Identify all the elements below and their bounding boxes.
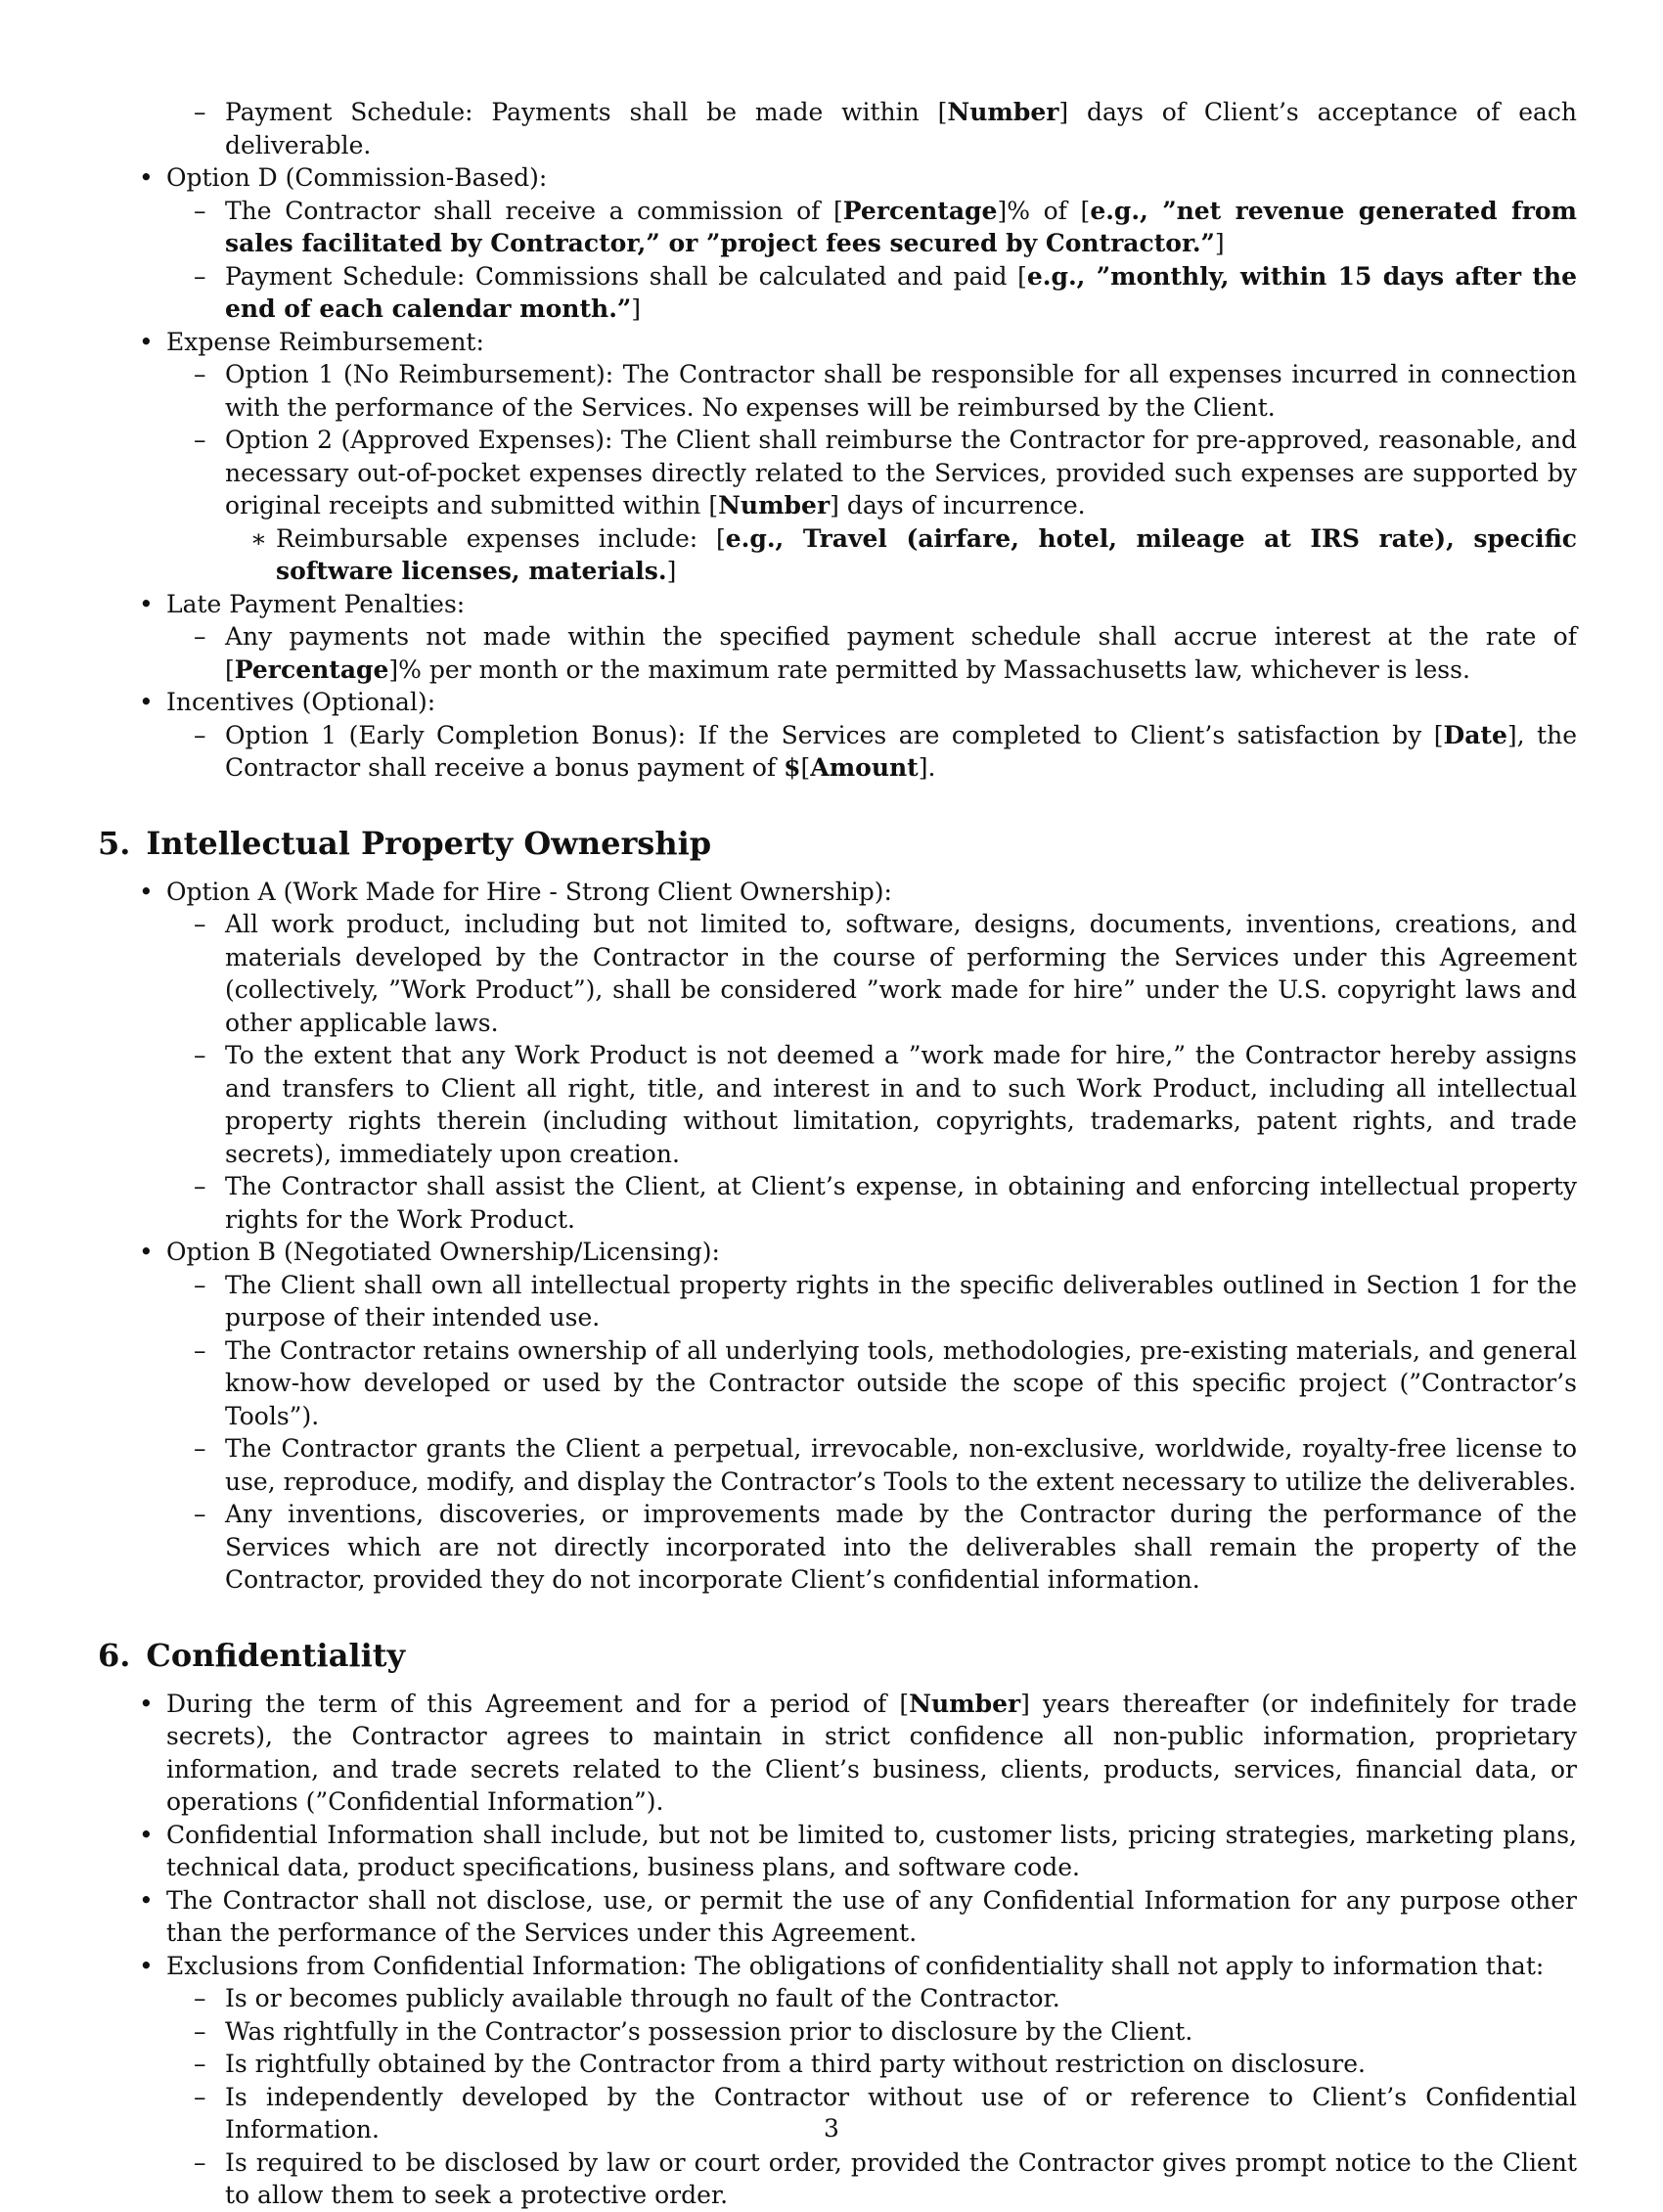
list-item: – The Contractor shall assist the Client, at Client’s expense, in obtaining and enforcing intellectual property rights for the Work Product.: [166, 1170, 1577, 1236]
list-item: – All work product, including but not limited to, software, designs, documents, inventions, creations, and materials developed by the Contractor in the course of performing the Services under this Agreement (collectively, ”Work Product”), shall be considered ”work made for hire” under the U.S. copyright laws and other applicable laws.: [166, 908, 1577, 1039]
document-page: [98, 96, 1577, 2212]
exclusions-item: [98, 1950, 1577, 2212]
reimbursable-item: ∗ Reimbursable expenses include: [e.g., Travel (airfare, hotel, mileage at IRS rate), specific software licenses, materials.]: [225, 522, 1577, 588]
option-d-item: [98, 161, 1577, 326]
late-payment-subitems: [166, 620, 1577, 686]
option-d-label: Option D (Commission-Based):: [166, 163, 548, 192]
nondisclosure-item: • The Contractor shall not disclose, use, or permit the use of any Confidential Information for any purpose other than the performance of the Services under this Agreement.: [98, 1884, 1577, 1950]
list-item: – Any inventions, discoveries, or improvements made by the Contractor during the performance of the Services which are not directly incorporated into the deliverables shall remain the property of the Contractor, provided they do not incorporate Client’s confidential information.: [166, 1498, 1577, 1597]
list-item: – Was rightfully in the Contractor’s possession prior to disclosure by the Client.: [166, 2015, 1577, 2049]
expense-item: [98, 326, 1577, 588]
commission-schedule-item: – Payment Schedule: Commissions shall be calculated and paid [e.g., ”monthly, within 15 days after the end of each calendar month.”]: [166, 260, 1577, 326]
payment-bullets: [98, 161, 1577, 785]
confidentiality-term-item: • During the term of this Agreement and for a period of [Number] years thereafter (or indefinitely for trade secrets), the Contractor agrees to maintain in strict confidence all non-public information, proprietary information, and trade secrets related to the Client’s business, clients, products, services, financial data, or operations (”Confidential Information”).: [98, 1688, 1577, 1819]
late-payment-text: – Any payments not made within the specified payment schedule shall accrue interest at the rate of [Percentage]% per month or the maximum rate permitted by Massachusetts law, whichever is less.: [166, 620, 1577, 686]
reimbursable-list: [225, 522, 1577, 588]
late-payment-item: [98, 588, 1577, 687]
ip-option-a: [98, 876, 1577, 1237]
expense-option-1: – Option 1 (No Reimbursement): The Contractor shall be responsible for all expenses incurred in connection with the performance of the Services. No expenses will be reimbursed by the Client.: [166, 358, 1577, 424]
ip-option-a-items: [166, 908, 1577, 1236]
payment-schedule-item: – Payment Schedule: Payments shall be made within [Number] days of Client’s acceptance of each deliverable.: [166, 96, 1577, 161]
list-item: – The Client shall own all intellectual property rights in the specific deliverables outlined in Section 1 for the purpose of their intended use.: [166, 1269, 1577, 1334]
list-item: – Is rightfully obtained by the Contractor from a third party without restriction on disclosure.: [166, 2048, 1577, 2081]
option-d-subitems: [166, 195, 1577, 326]
ip-options-list: [98, 876, 1577, 1597]
option-c-continuation: [98, 96, 1577, 161]
list-item: – The Contractor retains ownership of all underlying tools, methodologies, pre-existing materials, and general know-how developed or used by the Contractor outside the scope of this specific project (”Contractor’s Tools”).: [166, 1334, 1577, 1433]
list-item: – Is or becomes publicly available through no fault of the Contractor.: [166, 1982, 1577, 2015]
ip-option-b: [98, 1236, 1577, 1597]
expense-label: Expense Reimbursement:: [166, 327, 484, 356]
exclusions-subitems: [166, 1982, 1577, 2212]
section-heading-confidentiality: 6. Confidentiality: [98, 1636, 406, 1674]
list-item: – To the extent that any Work Product is not deemed a ”work made for hire,” the Contractor hereby assigns and transfers to Client all right, title, and interest in and to such Work Product, including all intellectual property rights therein (including without limitation, copyrights, trademarks, patent rights, and trade secrets), immediately upon creation.: [166, 1039, 1577, 1170]
confidentiality-definition-item: • Confidential Information shall include, but not be limited to, customer lists, pricing strategies, marketing plans, technical data, product specifications, business plans, and software code.: [98, 1819, 1577, 1884]
list-item: – Is independently developed by the Contractor without use of or reference to Client’s Confidential Information.: [166, 2081, 1577, 2146]
page-number: 3: [824, 2114, 839, 2143]
late-payment-label: Late Payment Penalties:: [166, 589, 466, 618]
exclusions-label: Exclusions from Confidential Information: The obligations of confidentiality shall not apply to information that:: [166, 1951, 1545, 1980]
ip-option-b-items: [166, 1269, 1577, 1597]
section-heading-ip: 5. Intellectual Property Ownership: [98, 824, 712, 862]
commission-item: – The Contractor shall receive a commission of [Percentage]% of [e.g., ”net revenue generated from sales facilitated by Contractor,” or ”project fees secured by Contractor.”]: [166, 195, 1577, 260]
list-item: – Is required to be disclosed by law or court order, provided the Contractor gives prompt notice to the Client to allow them to seek a protective order.: [166, 2146, 1577, 2212]
expense-option-2: – Option 2 (Approved Expenses): The Client shall reimburse the Contractor for pre-approved, reasonable, and necessary out-of-pocket expenses directly related to the Services, provided such expenses are supported by original receipts and submitted within [Number] days of incurrence. ∗ Reimbursable expenses include: [e.g., Travel (airfare, hotel, mileage at IRS rate), specific software licenses, materials.]: [166, 424, 1577, 588]
incentives-subitems: [166, 719, 1577, 785]
expense-subitems: [166, 358, 1577, 588]
incentives-item: [98, 686, 1577, 785]
payment-options-list: [98, 96, 1577, 161]
option-c-subitems: [166, 96, 1577, 161]
incentives-label: Incentives (Optional):: [166, 688, 436, 716]
list-item: – The Contractor grants the Client a perpetual, irrevocable, non-exclusive, worldwide, royalty-free license to use, reproduce, modify, and display the Contractor’s Tools to the extent necessary to utilize the deliverables.: [166, 1432, 1577, 1498]
early-completion-item: – Option 1 (Early Completion Bonus): If the Services are completed to Client’s satisfaction by [Date], the Contractor shall receive a bonus payment of $[Amount].: [166, 719, 1577, 785]
ip-option-b-label: Option B (Negotiated Ownership/Licensing):: [166, 1238, 720, 1266]
ip-option-a-label: Option A (Work Made for Hire - Strong Client Ownership):: [166, 877, 892, 906]
